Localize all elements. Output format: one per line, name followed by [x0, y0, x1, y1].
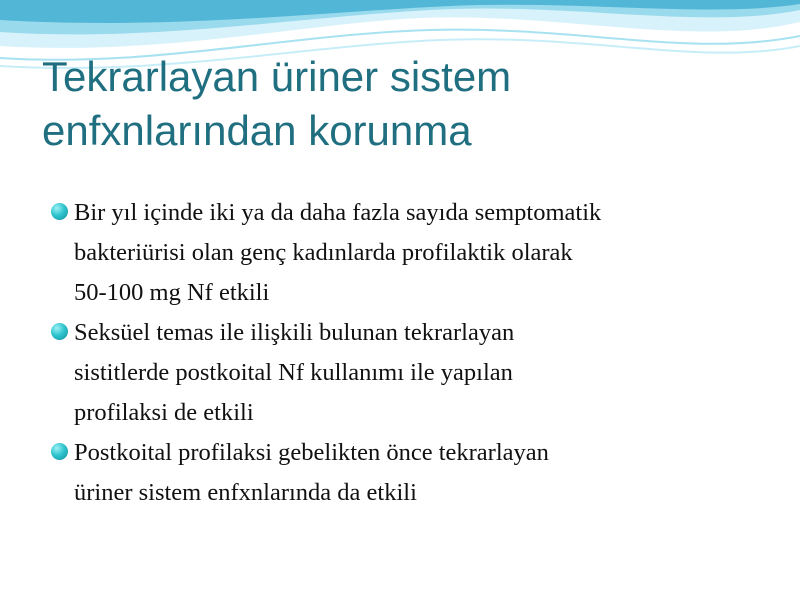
bullet-item: [48, 313, 768, 433]
slide-title-line-1: Tekrarlayan üriner sistem: [42, 53, 512, 100]
bullet-item: [48, 193, 768, 313]
slide-title: [42, 50, 762, 158]
bullet-text: [74, 433, 768, 513]
bullet-line: üriner sistem enfxnlarında da etkili: [74, 479, 417, 506]
bullet-icon: [51, 323, 68, 340]
bullet-line: Bir yıl içinde iki ya da daha fazla sayıda semptomatik: [74, 199, 602, 226]
bullet-line: sistitlerde postkoital Nf kullanımı ile yapılan: [74, 359, 513, 386]
bullet-text: [74, 313, 768, 433]
bullet-icon: [51, 203, 68, 220]
bullet-item: [48, 433, 768, 513]
bullet-line: Seksüel temas ile ilişkili bulunan tekrarlayan: [74, 319, 515, 346]
bullet-line: profilaksi de etkili: [74, 399, 254, 426]
bullet-line: bakteriürisi olan genç kadınlarda profilaktik olarak: [74, 239, 573, 266]
bullet-icon: [51, 443, 68, 460]
slide-title-line-2: enfxnlarından korunma: [42, 107, 472, 154]
bullet-list: [48, 193, 768, 513]
bullet-line: Postkoital profilaksi gebelikten önce tekrarlayan: [74, 439, 549, 466]
bullet-line: 50-100 mg Nf etkili: [74, 279, 270, 306]
bullet-text: [74, 193, 768, 313]
